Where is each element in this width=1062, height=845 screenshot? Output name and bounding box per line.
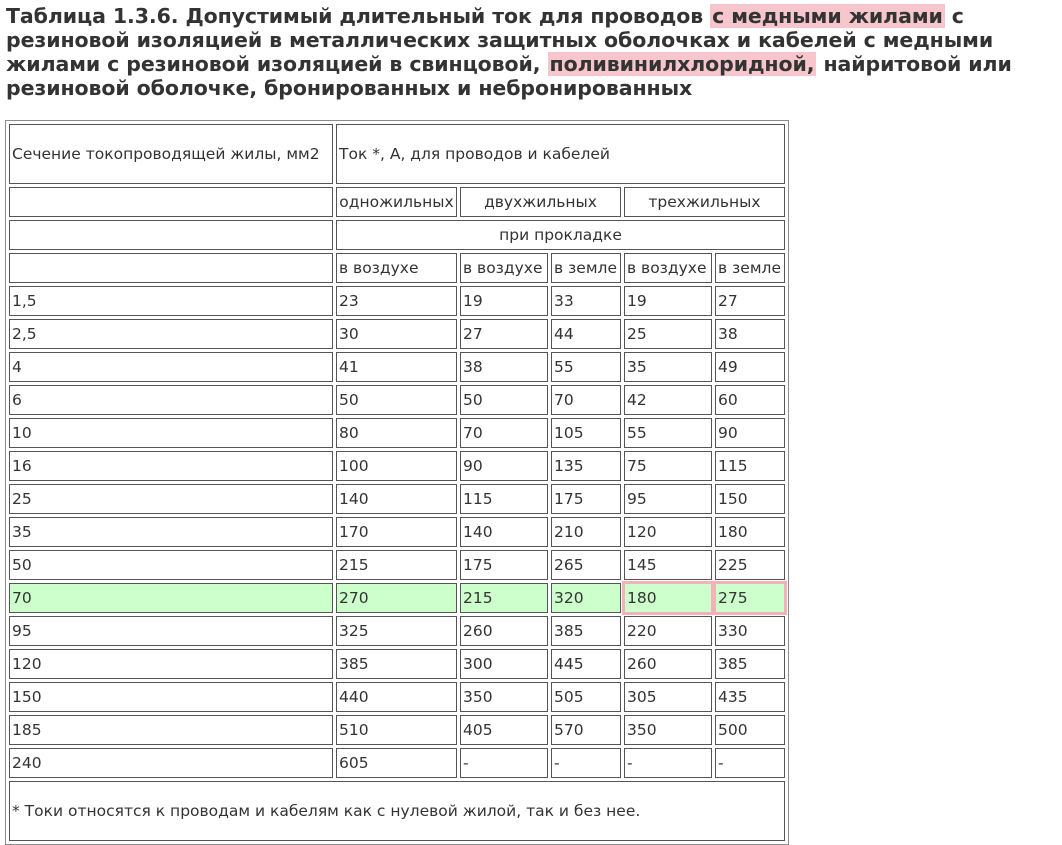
cell-two-ground: 55 [551,352,621,382]
cell-two-ground: 385 [551,616,621,646]
cell-section: 70 [9,583,333,613]
cell-two-air: 405 [460,715,548,745]
cell-section: 1,5 [9,286,333,316]
cell-two-ground: 33 [551,286,621,316]
current-table [5,120,789,845]
header-row-1 [9,124,785,184]
cell-section: 120 [9,649,333,679]
table-row [9,550,785,580]
cell-two-air: 19 [460,286,548,316]
table-row [9,385,785,415]
table-row [9,649,785,679]
cell-single-air: 50 [336,385,457,415]
cell-three-ground: 38 [715,319,785,349]
table-row [9,517,785,547]
title-text-2: с резиновой изоляцией в металлических защитных оболочках и кабелей с медными жилами с резиновой изоляцией в свинцовой, [6,4,994,76]
cell-section: 185 [9,715,333,745]
cell-three-ground: 27 [715,286,785,316]
title-highlight-pvc: поливинилхлоридной, [549,52,815,76]
cell-three-air: 260 [624,649,712,679]
header-laying: при прокладке [336,220,785,250]
cell-section: 6 [9,385,333,415]
cell-two-ground: 135 [551,451,621,481]
cell-three-ground: 60 [715,385,785,415]
cell-two-air: 350 [460,682,548,712]
cell-section: 95 [9,616,333,646]
table-row [9,682,785,712]
cell-two-ground: 265 [551,550,621,580]
cell-three-ground: 115 [715,451,785,481]
cell-single-air: 605 [336,748,457,778]
cell-three-ground: - [715,748,785,778]
cell-single-air: 270 [336,583,457,613]
table-row [9,583,785,613]
cell-two-ground: - [551,748,621,778]
cell-two-ground: 105 [551,418,621,448]
table-row [9,352,785,382]
page-title [6,4,1062,100]
cell-single-air: 23 [336,286,457,316]
header-two-core: двухжильных [460,187,621,217]
cell-two-ground: 570 [551,715,621,745]
cell-single-air: 325 [336,616,457,646]
cell-three-air: 75 [624,451,712,481]
cell-three-ground: 435 [715,682,785,712]
header-empty-cell [9,253,333,283]
table-row [9,286,785,316]
cell-single-air: 30 [336,319,457,349]
cell-section: 16 [9,451,333,481]
cell-single-air: 140 [336,484,457,514]
table-row [9,616,785,646]
footnote: * Токи относятся к проводам и кабелям как с нулевой жилой, так и без нее. [9,781,785,841]
cell-three-ground: 275 [715,583,785,613]
header-air-single: в воздухе [336,253,457,283]
cell-two-ground: 210 [551,517,621,547]
header-empty-cell [9,220,333,250]
header-section: Сечение токопроводящей жилы, мм2 [9,124,333,184]
cell-three-air: 42 [624,385,712,415]
cell-three-ground: 500 [715,715,785,745]
cell-two-air: 140 [460,517,548,547]
header-row-2 [9,187,785,217]
cell-three-air: 55 [624,418,712,448]
cell-two-air: 175 [460,550,548,580]
cell-three-ground: 150 [715,484,785,514]
cell-three-ground: 90 [715,418,785,448]
header-air-three: в воздухе [624,253,712,283]
cell-three-ground: 330 [715,616,785,646]
cell-three-ground: 180 [715,517,785,547]
cell-section: 2,5 [9,319,333,349]
table-row [9,319,785,349]
cell-single-air: 80 [336,418,457,448]
cell-single-air: 100 [336,451,457,481]
title-highlight-copper: с медными жилами [712,4,943,28]
cell-two-air: 260 [460,616,548,646]
cell-single-air: 41 [336,352,457,382]
table-row [9,484,785,514]
cell-single-air: 510 [336,715,457,745]
table-row [9,418,785,448]
cell-three-air: 19 [624,286,712,316]
cell-three-air: 220 [624,616,712,646]
cell-two-ground: 445 [551,649,621,679]
cell-section: 4 [9,352,333,382]
cell-section: 240 [9,748,333,778]
cell-two-air: 38 [460,352,548,382]
cell-two-air: 27 [460,319,548,349]
cell-three-air: 305 [624,682,712,712]
cell-two-ground: 320 [551,583,621,613]
cell-three-air: 120 [624,517,712,547]
header-single-core: одножильных [336,187,457,217]
table-row [9,451,785,481]
header-three-core: трехжильных [624,187,785,217]
cell-three-air: - [624,748,712,778]
cell-single-air: 170 [336,517,457,547]
header-air-two: в воздухе [460,253,548,283]
header-ground-two: в земле [551,253,621,283]
cell-three-air: 145 [624,550,712,580]
cell-three-ground: 385 [715,649,785,679]
cell-section: 10 [9,418,333,448]
header-empty-cell [9,187,333,217]
cell-two-ground: 44 [551,319,621,349]
cell-two-ground: 505 [551,682,621,712]
cell-two-air: 115 [460,484,548,514]
cell-three-air: 180 [624,583,712,613]
title-text-1: Таблица 1.3.6. Допустимый длительный ток для проводов [6,4,711,28]
cell-three-ground: 49 [715,352,785,382]
cell-three-ground: 225 [715,550,785,580]
cell-single-air: 385 [336,649,457,679]
cell-two-air: 300 [460,649,548,679]
header-row-4 [9,253,785,283]
cell-three-air: 95 [624,484,712,514]
cell-three-air: 350 [624,715,712,745]
cell-two-air: - [460,748,548,778]
cell-section: 150 [9,682,333,712]
cell-section: 25 [9,484,333,514]
footnote-row [9,781,785,841]
cell-single-air: 440 [336,682,457,712]
header-current: Ток *, А, для проводов и кабелей [336,124,785,184]
cell-two-air: 90 [460,451,548,481]
cell-two-ground: 175 [551,484,621,514]
cell-two-air: 50 [460,385,548,415]
cell-single-air: 215 [336,550,457,580]
cell-section: 50 [9,550,333,580]
header-row-3 [9,220,785,250]
cell-three-air: 25 [624,319,712,349]
cell-two-air: 215 [460,583,548,613]
table-row [9,748,785,778]
cell-two-ground: 70 [551,385,621,415]
cell-three-air: 35 [624,352,712,382]
cell-section: 35 [9,517,333,547]
title-text-3: найритовой или резиновой оболочке, бронированных и небронированных [6,52,1012,100]
header-ground-three: в земле [715,253,785,283]
table-row [9,715,785,745]
cell-two-air: 70 [460,418,548,448]
